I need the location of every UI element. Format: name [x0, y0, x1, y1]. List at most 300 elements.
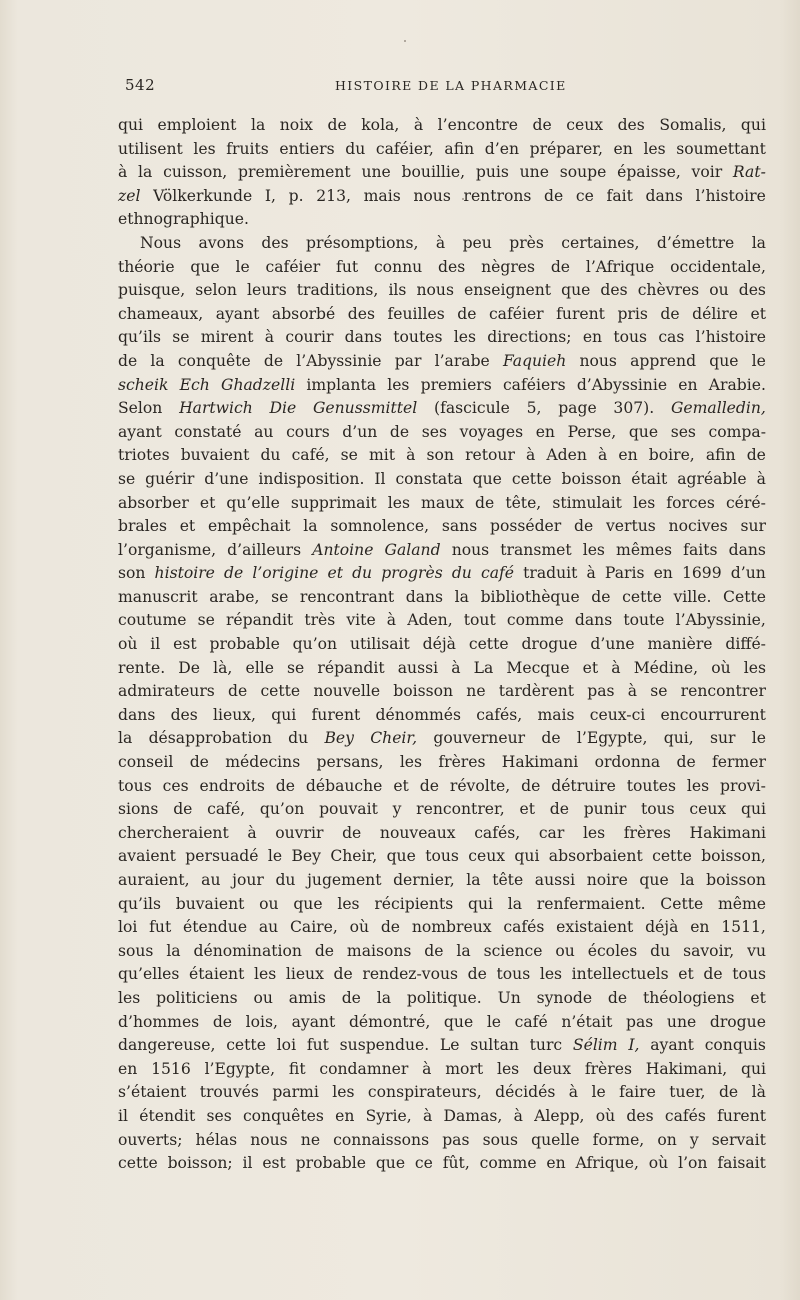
word: Afrique, — [575, 1154, 639, 1173]
word: frères — [584, 1059, 632, 1078]
word: de — [607, 988, 628, 1007]
text-line — [118, 727, 766, 751]
word: sous — [118, 941, 154, 960]
word: conquis — [704, 1036, 766, 1055]
word: endroits — [199, 776, 265, 795]
word: furent — [717, 1106, 766, 1125]
word: de — [541, 729, 561, 748]
word: noire — [586, 871, 628, 889]
text-line — [118, 1105, 766, 1129]
word: et — [678, 965, 694, 984]
word: page — [558, 399, 597, 418]
word: premiers — [420, 375, 492, 394]
word: qui — [467, 894, 493, 913]
word: et — [750, 988, 766, 1007]
text-line — [118, 798, 766, 822]
word: au — [201, 871, 221, 889]
word: faire — [619, 1083, 656, 1102]
word: Hakimani, — [645, 1059, 728, 1078]
word: Hartwich — [179, 399, 253, 418]
word: afin — [705, 446, 736, 465]
word: l’Egypte, — [576, 729, 648, 748]
word: la — [250, 116, 266, 134]
word: d’un — [730, 564, 766, 583]
word: absorbé — [271, 304, 336, 323]
word: café — [514, 1012, 548, 1031]
text-line — [118, 751, 766, 775]
word: l’Egypte, — [204, 1059, 276, 1078]
word: répandit — [317, 658, 385, 677]
word: que — [472, 469, 502, 488]
word: admirateurs — [118, 682, 215, 701]
word: pouvait — [319, 800, 378, 819]
word: nouvelle — [313, 682, 381, 701]
word: boire, — [648, 446, 695, 465]
text-line — [118, 138, 766, 162]
word: furent — [556, 304, 605, 323]
word: ou — [253, 988, 273, 1007]
text-line — [118, 940, 766, 964]
word: utilisait — [349, 635, 410, 654]
word: Caire, — [289, 918, 338, 937]
word: de — [544, 186, 564, 205]
word: y — [689, 1130, 699, 1149]
word: leurs — [246, 281, 287, 300]
word: en — [690, 918, 710, 937]
word: les — [254, 965, 277, 984]
word: boisson — [393, 682, 454, 701]
word: théorie — [118, 257, 175, 276]
word: Gemalledin, — [670, 399, 766, 418]
word: forme, — [592, 1130, 645, 1149]
word: comme — [479, 1154, 537, 1173]
word: vu — [747, 941, 766, 960]
word: les — [118, 988, 141, 1007]
word: déjà — [422, 635, 456, 654]
word: en — [678, 375, 698, 394]
word: Hakimani — [501, 753, 579, 772]
word: son — [118, 564, 146, 583]
text-line — [118, 1129, 766, 1153]
word: boisson — [706, 871, 766, 889]
text-line — [118, 562, 766, 586]
word: de — [275, 776, 295, 795]
word: utilisent — [118, 139, 183, 158]
word: constata — [395, 469, 463, 488]
word: car — [538, 823, 565, 842]
word: pas — [442, 1130, 470, 1149]
word: où — [711, 658, 731, 677]
word: buvaient — [180, 446, 250, 465]
word: de — [591, 587, 611, 606]
word: Perse, — [567, 422, 617, 441]
word: de — [173, 800, 193, 819]
word: en — [582, 328, 603, 347]
word: Damas, — [443, 1106, 503, 1125]
word: les — [399, 753, 423, 772]
word: Médine, — [633, 658, 699, 677]
word: ces — [162, 776, 189, 795]
word: cette — [226, 1036, 266, 1055]
word: à — [611, 658, 621, 677]
word: des — [170, 705, 198, 724]
word: là, — [213, 658, 233, 677]
word: de — [380, 918, 401, 937]
word: Cheir, — [370, 729, 418, 748]
text-line — [118, 161, 766, 185]
word: cette — [511, 469, 552, 488]
word: de — [574, 517, 594, 536]
word: la — [466, 871, 481, 889]
word: l’origine — [252, 564, 319, 583]
word: coutume — [118, 611, 187, 630]
word: présomptions, — [306, 233, 419, 252]
word: occidentale, — [670, 257, 766, 276]
word: débauche — [305, 776, 383, 795]
word: les — [193, 139, 216, 158]
word: dernier, — [393, 871, 455, 889]
word: mais — [363, 186, 401, 205]
text-line — [118, 963, 766, 987]
text-line — [118, 256, 766, 280]
word: qui, — [663, 729, 694, 748]
word: de — [475, 493, 495, 512]
word: des — [617, 116, 645, 134]
text-line — [118, 468, 766, 492]
word: le — [486, 1012, 502, 1031]
text-line — [118, 350, 766, 374]
paper-speck — [462, 198, 464, 200]
word: à — [247, 823, 257, 842]
word: et — [750, 304, 766, 323]
word: les — [337, 894, 360, 913]
word: sans — [441, 517, 478, 536]
word: les — [643, 139, 666, 158]
word: peu — [462, 233, 492, 252]
word: à — [386, 611, 397, 630]
word: des — [600, 281, 628, 300]
word: premièrement — [238, 163, 351, 182]
word: ne — [300, 1130, 321, 1149]
word: il — [150, 635, 161, 654]
word: connu — [373, 257, 423, 276]
word: absorber — [118, 493, 189, 512]
word: posséder — [489, 517, 562, 536]
word: conquêtes — [242, 1106, 324, 1125]
word: ne — [466, 682, 486, 701]
word: ses — [670, 422, 696, 441]
word: Galand — [384, 540, 441, 559]
word: Die — [269, 399, 297, 418]
word: préparer, — [529, 139, 603, 158]
word: condamner — [319, 1059, 409, 1078]
word: une — [519, 163, 549, 182]
word: épaisse, — [617, 163, 681, 182]
text-line — [118, 539, 766, 563]
word: la — [303, 517, 318, 536]
word: la — [376, 988, 392, 1007]
text-line — [118, 303, 766, 327]
word: 213, — [316, 186, 351, 205]
word: amis — [288, 988, 326, 1007]
word: est — [262, 1154, 286, 1173]
word: où — [648, 1154, 669, 1173]
word: étendue — [183, 918, 248, 937]
word: nègres — [481, 257, 536, 276]
word: où — [595, 1106, 616, 1125]
word: chameaux, — [118, 304, 204, 323]
word: tous — [425, 847, 459, 866]
word: de — [718, 1083, 739, 1102]
word: les — [633, 493, 656, 512]
word: tuer, — [669, 1083, 706, 1102]
word: les — [387, 375, 410, 394]
word: entiers — [279, 139, 335, 158]
word: lieux — [285, 965, 324, 984]
word: Cheir, — [330, 847, 378, 866]
word: café, — [207, 800, 246, 819]
word: Il — [374, 469, 386, 488]
word: l’histoire — [695, 328, 766, 347]
word: selon — [195, 281, 237, 300]
word: à — [406, 446, 416, 465]
word: qu’on — [259, 800, 305, 819]
word: y — [392, 800, 402, 819]
word: à — [413, 116, 424, 134]
word: loi — [118, 918, 138, 937]
word: caféier — [265, 257, 321, 276]
word: nombreux — [411, 918, 492, 937]
word: d’hommes — [118, 1012, 200, 1031]
word: médecins — [225, 753, 301, 772]
text-line — [118, 1081, 766, 1105]
word: que — [386, 847, 416, 866]
word: nous — [579, 351, 617, 370]
word: et — [199, 493, 216, 512]
word: toutes — [393, 328, 443, 347]
word: café — [480, 564, 514, 583]
word: de — [118, 351, 138, 370]
word: soupe — [559, 163, 607, 182]
word: dans — [405, 587, 444, 606]
word: l’Abyssinie, — [675, 611, 766, 630]
word: des — [626, 1106, 654, 1125]
word: fut — [149, 918, 172, 937]
text-line — [118, 633, 766, 657]
word: retour — [465, 446, 515, 465]
word: là — [751, 1083, 766, 1102]
word: l’organisme, — [118, 540, 217, 559]
word: certaines, — [561, 233, 640, 252]
word: l’on — [678, 1154, 708, 1173]
word: que — [639, 871, 669, 889]
word: qui — [740, 800, 766, 819]
word: cette — [118, 1154, 158, 1173]
word: près — [509, 233, 544, 252]
word: à — [513, 1106, 523, 1125]
word: Somalis, — [659, 116, 727, 134]
word: de — [660, 304, 680, 323]
word: ayant — [650, 1036, 694, 1055]
word: turc — [529, 1036, 563, 1055]
text-line — [118, 1034, 766, 1058]
word: avons — [198, 233, 245, 252]
text-line — [118, 916, 766, 940]
word: bibliothèque — [480, 587, 580, 606]
word: Aden — [546, 446, 587, 465]
word: d’une — [204, 469, 249, 488]
word: même — [717, 894, 766, 913]
word: cas — [658, 328, 685, 347]
word: vite — [346, 611, 376, 630]
word: de — [333, 965, 353, 984]
word: les — [387, 493, 410, 512]
word: et — [582, 658, 599, 677]
word: compa- — [708, 422, 766, 441]
word: Antoine — [312, 540, 374, 559]
word: en — [118, 1059, 138, 1078]
word: à — [526, 446, 536, 465]
word: pas — [587, 682, 615, 701]
word: fruits — [226, 139, 269, 158]
word: traduit — [523, 564, 578, 583]
word: cafés — [503, 918, 545, 937]
word: tous — [496, 965, 531, 984]
word: (fascicule — [433, 399, 510, 418]
word: trouvés — [199, 1083, 259, 1102]
word: ou — [709, 281, 729, 300]
word: maisons — [346, 941, 412, 960]
word: la — [680, 871, 695, 889]
word: au — [254, 422, 274, 441]
word: ville. — [673, 587, 712, 606]
word: en — [618, 446, 638, 465]
word: pris — [617, 304, 648, 323]
word: nous — [250, 1130, 288, 1149]
word: tous — [640, 800, 675, 819]
word: savoir, — [683, 941, 735, 960]
word: café, — [291, 446, 330, 465]
word: hélas — [195, 1130, 238, 1149]
word: d’en — [484, 139, 519, 158]
word: encourrurent — [660, 705, 766, 724]
word: Cette — [660, 894, 704, 913]
word: cette — [260, 682, 301, 701]
word: toute — [623, 611, 665, 630]
word: répandit — [225, 611, 294, 630]
word: drogue — [709, 1012, 766, 1031]
word: récipients — [374, 894, 454, 913]
word: les — [453, 328, 476, 347]
word: de — [389, 422, 410, 441]
word: une — [666, 1012, 697, 1031]
page-number: 542 — [125, 76, 156, 94]
word: histoire — [154, 564, 215, 583]
text-line — [118, 515, 766, 539]
text-line — [118, 208, 766, 232]
word: aussi — [534, 871, 576, 889]
word: 1699 — [681, 564, 722, 583]
text-line — [118, 326, 766, 350]
word: ils — [388, 281, 407, 300]
word: ses — [206, 1106, 232, 1125]
word: à — [627, 682, 638, 701]
word: étendit — [139, 1106, 196, 1125]
word: de — [212, 1012, 233, 1031]
word: que — [190, 257, 220, 276]
word: dénomination — [193, 941, 302, 960]
word: dangereuse, — [118, 1036, 216, 1055]
text-line — [118, 185, 766, 209]
word: fût, — [442, 1154, 470, 1173]
word: conquête — [177, 351, 251, 370]
word: furent — [311, 705, 361, 724]
word: théologiens — [642, 988, 735, 1007]
word: transmet — [500, 540, 572, 559]
word: en — [546, 1154, 566, 1173]
word: boisson; — [167, 1154, 233, 1173]
word: Rat- — [732, 163, 766, 182]
word: la — [118, 729, 133, 748]
word: fit — [288, 1059, 306, 1078]
word: suspendue. — [339, 1036, 430, 1055]
word: ses — [421, 422, 447, 441]
text-line — [118, 114, 766, 138]
word: d’un — [342, 422, 378, 441]
word: les — [686, 776, 710, 795]
word: loi — [276, 1036, 297, 1055]
word: brales — [118, 517, 167, 536]
word: conspirateurs, — [367, 1083, 482, 1102]
word: la — [507, 894, 523, 913]
text-line — [118, 775, 766, 799]
word: du — [288, 729, 309, 748]
word: scheik — [118, 375, 169, 394]
word: et — [179, 517, 196, 536]
word: détruire — [551, 776, 616, 795]
word: à — [451, 658, 461, 677]
word: au — [258, 918, 279, 937]
word: se — [172, 328, 190, 347]
word: chèvres — [637, 281, 700, 300]
word: frères — [438, 753, 486, 772]
word: 5, — [526, 399, 542, 418]
word: de — [228, 682, 248, 701]
word: se — [197, 611, 215, 630]
word: indisposition. — [258, 469, 365, 488]
word: dans — [574, 611, 613, 630]
word: de — [746, 446, 766, 465]
word: les — [582, 540, 605, 559]
word: le — [267, 847, 283, 866]
word: ceux — [689, 800, 727, 819]
word: somnolence, — [330, 517, 430, 536]
word: ceux-ci — [589, 705, 646, 724]
word: et — [519, 800, 535, 819]
word: renfermaient. — [536, 894, 646, 913]
word: directions; — [487, 328, 572, 347]
word: en — [653, 564, 673, 583]
word: conseil — [118, 753, 174, 772]
word: à — [756, 469, 766, 488]
word: drogue — [521, 635, 578, 654]
word: voyages — [459, 422, 524, 441]
text-line — [118, 586, 766, 610]
word: des — [738, 281, 766, 300]
word: il — [118, 1106, 128, 1125]
word: lieux, — [213, 705, 257, 724]
word: quelle — [531, 1130, 580, 1149]
